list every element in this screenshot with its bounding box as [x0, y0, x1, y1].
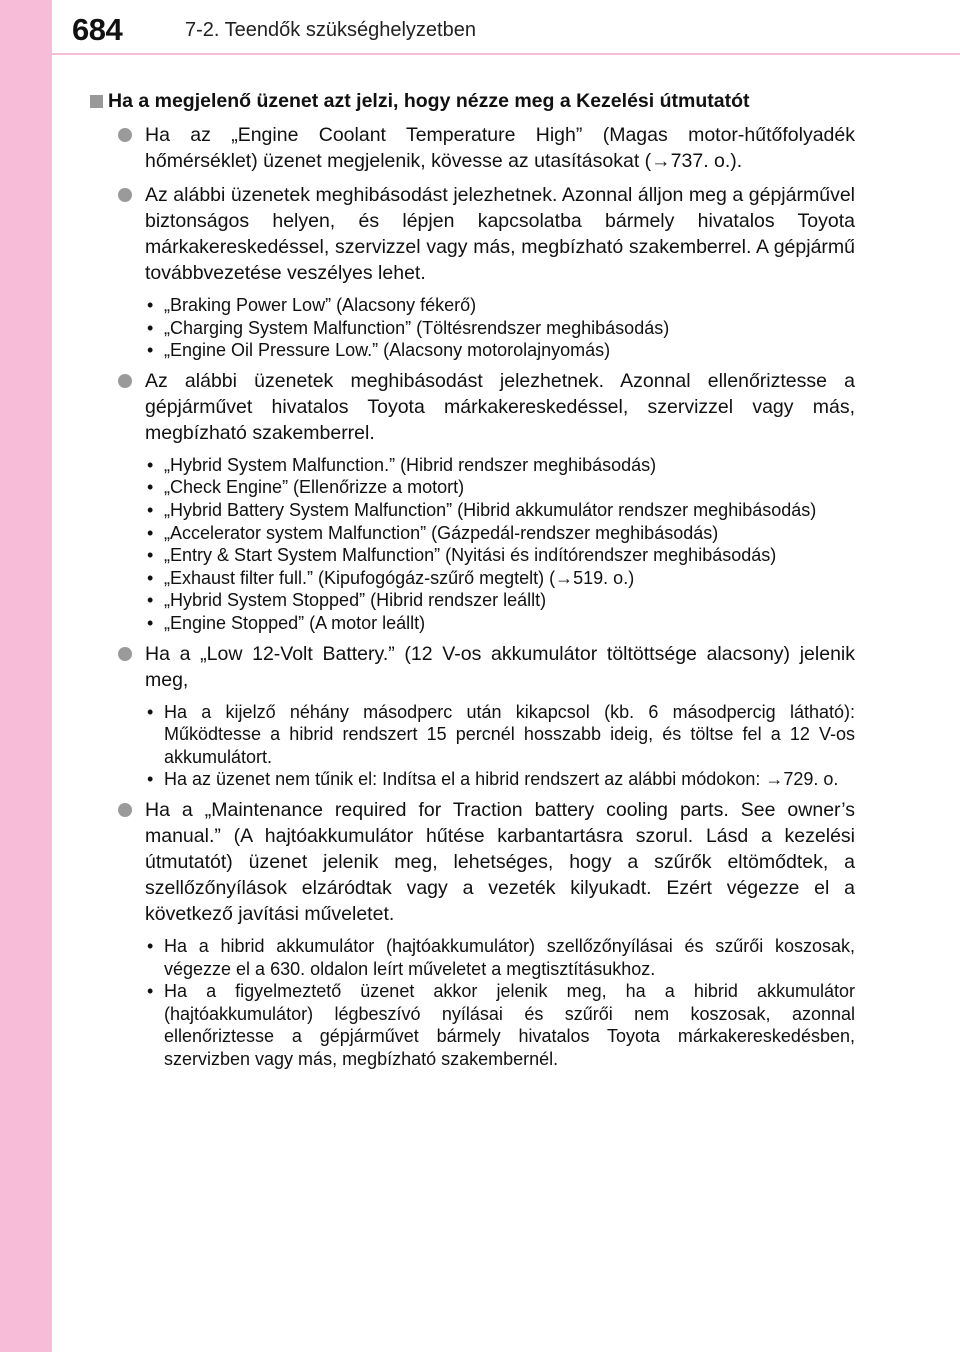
- sub-list-item: • „Hybrid System Stopped” (Hibrid rendszer leállt): [147, 590, 547, 611]
- list-item: [108, 122, 855, 174]
- sub-list-item: • Ha a hibrid akkumulátor (hajtóakkumulátor) szellőzőnyílásai és szűrői koszosak, végezze el a 630. oldalon leírt műveletet a megtisztításukhoz.: [147, 935, 855, 979]
- header-rule: [52, 53, 960, 55]
- list-item: [108, 368, 855, 446]
- side-color-bar: [0, 0, 52, 1352]
- sub-list-item: • „Exhaust filter full.” (Kipufogógáz-szűrő megtelt) (→519. o.): [147, 567, 635, 588]
- circle-bullet-icon: [118, 128, 132, 142]
- item-text: Ha a „Low 12-Volt Battery.” (12 V-os akkumulátor töltöttsége alacsony) jelenik meg,: [145, 642, 855, 691]
- circle-bullet-icon: [118, 803, 132, 817]
- sub-list: [108, 701, 855, 791]
- sub-list-item: • Ha a figyelmeztető üzenet akkor jelenik meg, ha a hibrid akkumulátor (hajtóakkumulátor) légbeszívó nyílásai és szűrői nem koszosak, azonnal ellenőriztesse a gépjárművet bármely hivatalos Toyota márkakereskedésben, szervizben vagy más, megbízható szakembernél.: [147, 981, 855, 1069]
- circle-bullet-icon: [118, 647, 132, 661]
- sub-list-item: • „Accelerator system Malfunction” (Gázpedál-rendszer meghibásodás): [147, 522, 719, 543]
- sub-list: [108, 294, 855, 362]
- item-text: Ha a „Maintenance required for Traction battery cooling parts. See owner’s manual.” (A hajtóakkumulátor hűtése karbantartásra szorul. Lásd a kezelési útmutatót) üzenet jelenik meg, lehetséges, hogy a szűrők eltömődtek, a szellőzőnyílások elzáródtak vagy a vezeték kilyukadt. Ezért végezze el a következő javítási műveletet.: [145, 798, 855, 925]
- section-heading-text: Ha a megjelenő üzenet azt jelzi, hogy nézze meg a Kezelési útmutatót: [108, 90, 750, 112]
- sub-list: [108, 935, 855, 1071]
- page-number: 684: [72, 12, 123, 47]
- sub-list-item: • „Engine Stopped” (A motor leállt): [147, 612, 426, 633]
- list-item: [108, 641, 855, 693]
- square-bullet-icon: [90, 95, 103, 108]
- section-content: [108, 88, 855, 1076]
- sub-list: [108, 454, 855, 635]
- circle-bullet-icon: [118, 188, 132, 202]
- list-item: [108, 182, 855, 286]
- sub-list-item: • „Charging System Malfunction” (Töltésrendszer meghibásodás): [147, 317, 670, 338]
- item-text: Az alábbi üzenetek meghibásodást jelezhetnek. Azonnal álljon meg a gépjárművel biztonságos helyen, és lépjen kapcsolatba bármely hivatalos Toyota márkakereskedéssel, szervizzel vagy más, megbízható szakemberrel. A gépjármű továbbvezetése veszélyes lehet.: [145, 184, 855, 284]
- sub-list-item: • Ha az üzenet nem tűnik el: Indítsa el a hibrid rendszert az alábbi módokon: →729. o.: [147, 769, 839, 790]
- sub-list-item: • „Hybrid System Malfunction.” (Hibrid rendszer meghibásodás): [147, 454, 657, 475]
- sub-list-item: • Ha a kijelző néhány másodperc után kikapcsol (kb. 6 másodpercig látható): Működtesse a hibrid rendszert 15 percnél hosszabb ideig, és töltse fel a 12 V-os akkumulátort.: [147, 701, 855, 767]
- item-text: Ha az „Engine Coolant Temperature High” (Magas motor-hűtőfolyadék hőmérséklet) üzenet megjelenik, kövesse az utasításokat (→737. o.).: [145, 124, 855, 172]
- sub-list-item: • „Hybrid Battery System Malfunction” (Hibrid akkumulátor rendszer meghibásodás): [147, 499, 817, 520]
- section-heading: [90, 88, 837, 114]
- item-text: Az alábbi üzenetek meghibásodást jelezhetnek. Azonnal ellenőriztesse a gépjárművet hivatalos Toyota márkakereskedéssel, szervizzel vagy más, megbízható szakemberrel.: [145, 369, 855, 444]
- chapter-title: 7-2. Teendők szükséghelyzetben: [185, 19, 476, 41]
- sub-list-item: • „Engine Oil Pressure Low.” (Alacsony motorolajnyomás): [147, 340, 611, 361]
- list-item: [108, 797, 855, 927]
- circle-bullet-icon: [118, 374, 132, 388]
- sub-list-item: • „Braking Power Low” (Alacsony fékerő): [147, 295, 477, 315]
- sub-list-item: • „Entry & Start System Malfunction” (Nyitási és indítórendszer meghibásodás): [147, 545, 777, 566]
- sub-list-item: • „Check Engine” (Ellenőrizze a motort): [147, 477, 465, 498]
